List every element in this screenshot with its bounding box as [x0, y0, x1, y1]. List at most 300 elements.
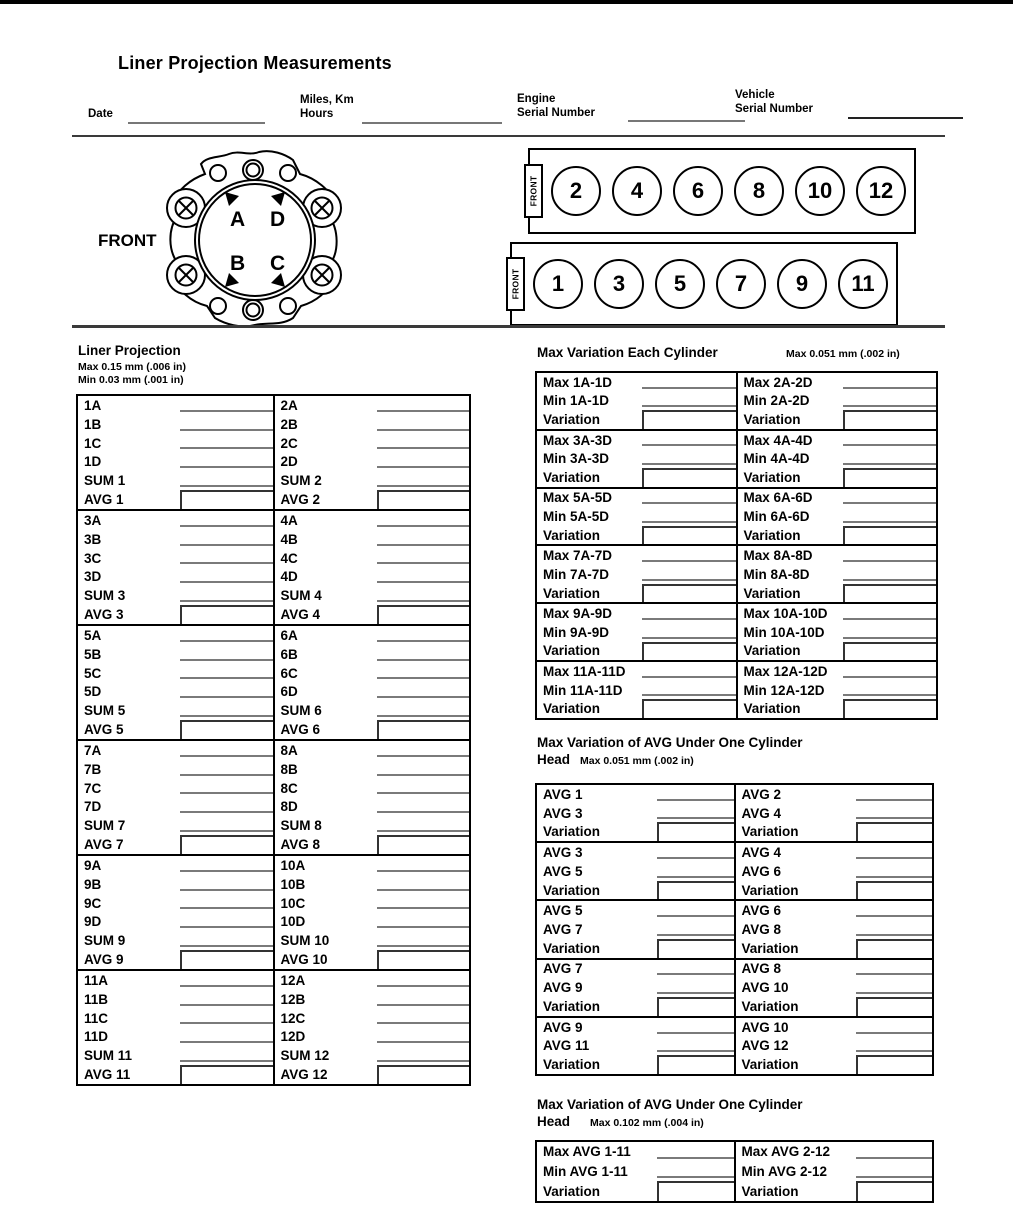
value-box[interactable]	[843, 526, 937, 545]
fill-line[interactable]	[377, 715, 470, 717]
fill-line[interactable]	[642, 579, 736, 581]
row-label: 6D	[280, 684, 298, 700]
fill-line[interactable]	[856, 799, 933, 801]
fill-line[interactable]	[377, 410, 470, 412]
row-label: Min 7A-7D	[543, 566, 610, 582]
fill-line[interactable]	[843, 694, 937, 696]
fill-line[interactable]	[657, 934, 734, 936]
value-box[interactable]	[843, 468, 937, 487]
row-label: AVG 7	[543, 961, 583, 977]
fill-line[interactable]	[377, 581, 470, 583]
value-box[interactable]	[377, 950, 470, 969]
fill-line[interactable]	[377, 429, 470, 431]
row-label: SUM 8	[280, 818, 322, 834]
fill-line[interactable]	[642, 387, 736, 389]
fill-line[interactable]	[843, 618, 937, 620]
row-label: Min 2A-2D	[743, 393, 810, 409]
fill-line[interactable]	[377, 830, 470, 832]
value-box[interactable]	[642, 526, 736, 545]
row-label: 5A	[84, 627, 102, 643]
fill-line[interactable]	[642, 676, 736, 678]
row-label: Variation	[741, 1183, 799, 1199]
row-label: Variation	[543, 527, 601, 543]
value-box[interactable]	[856, 997, 933, 1016]
row-label: Variation	[743, 469, 801, 485]
fill-line[interactable]	[856, 973, 933, 975]
value-box[interactable]	[843, 584, 937, 603]
fill-line[interactable]	[180, 715, 273, 717]
row-label: 1B	[84, 416, 102, 432]
fill-line[interactable]	[642, 618, 736, 620]
avg-variation-block	[537, 841, 932, 899]
row-label: AVG 9	[543, 980, 583, 996]
fill-line[interactable]	[377, 466, 470, 468]
cylinder-number: 6	[673, 166, 723, 216]
fill-line[interactable]	[642, 521, 736, 523]
fill-line[interactable]	[180, 830, 273, 832]
cylinder-bank-bottom	[510, 242, 898, 326]
engine-label-line1: Engine	[517, 93, 556, 105]
fill-line[interactable]	[180, 1022, 273, 1024]
row-label: Max AVG 1-11	[543, 1144, 631, 1160]
fill-line[interactable]	[180, 544, 273, 546]
row-label: SUM 1	[84, 473, 126, 489]
row-label: 3D	[84, 569, 102, 585]
value-box[interactable]	[856, 881, 933, 900]
dowel-hole-icon	[210, 165, 226, 181]
row-label: AVG 9	[84, 952, 124, 968]
value-box[interactable]	[856, 1055, 933, 1074]
value-box[interactable]	[377, 835, 470, 854]
fill-line[interactable]	[377, 811, 470, 813]
fill-line[interactable]	[180, 1060, 273, 1062]
fill-line[interactable]	[657, 973, 734, 975]
row-label: Variation	[741, 940, 799, 956]
row-label: 7B	[84, 761, 102, 777]
row-label: 3C	[84, 550, 102, 566]
fill-line[interactable]	[180, 755, 273, 757]
dowel-hole-icon	[210, 298, 226, 314]
value-box[interactable]	[657, 939, 734, 958]
fill-line[interactable]	[377, 600, 470, 602]
row-label: 3B	[84, 531, 102, 547]
value-box[interactable]	[856, 1181, 933, 1201]
row-label: 9D	[84, 914, 102, 930]
fill-line[interactable]	[377, 1022, 470, 1024]
fill-line[interactable]	[180, 410, 273, 412]
page-title: Liner Projection Measurements	[118, 53, 392, 73]
row-label: Min 11A-11D	[543, 682, 623, 698]
avg-variation-block	[537, 785, 932, 841]
row-label: AVG 12	[280, 1067, 328, 1083]
row-label: Variation	[543, 469, 601, 485]
value-box[interactable]	[843, 410, 937, 429]
row-label: 9A	[84, 857, 102, 873]
row-label: SUM 9	[84, 933, 126, 949]
value-box[interactable]	[642, 699, 736, 718]
row-label: 10A	[280, 857, 306, 873]
row-label: AVG 6	[280, 722, 321, 738]
fill-line[interactable]	[180, 811, 273, 813]
fill-line[interactable]	[843, 579, 937, 581]
value-box[interactable]	[642, 642, 736, 661]
fill-line[interactable]	[843, 560, 937, 562]
position-label-b: B	[230, 252, 246, 275]
fill-line[interactable]	[180, 1041, 273, 1043]
fill-line[interactable]	[180, 696, 273, 698]
fill-line[interactable]	[642, 560, 736, 562]
fill-line[interactable]	[642, 694, 736, 696]
row-label: Min 5A-5D	[543, 509, 610, 525]
value-box[interactable]	[377, 490, 470, 509]
fill-line[interactable]	[180, 562, 273, 564]
front-tag: FRONT	[524, 164, 543, 218]
value-box[interactable]	[180, 835, 273, 854]
position-label-c: C	[270, 252, 286, 275]
liner-cylinder-block	[78, 739, 469, 854]
row-label: 4C	[280, 550, 298, 566]
row-label: 4B	[280, 531, 298, 547]
row-label: 11A	[84, 972, 109, 988]
row-label: 1C	[84, 435, 102, 451]
dowel-hole-icon	[280, 165, 296, 181]
head-variation-title-line2: Head	[537, 1114, 571, 1129]
value-box[interactable]	[180, 490, 273, 509]
row-label: Variation	[543, 1183, 601, 1199]
fill-line[interactable]	[856, 1157, 933, 1159]
fill-line[interactable]	[843, 387, 937, 389]
cyl-variation-block	[537, 487, 936, 545]
row-label: Max 7A-7D	[543, 548, 613, 564]
fill-line[interactable]	[180, 945, 273, 947]
vehicle-label-line1: Vehicle	[735, 89, 775, 101]
row-label: SUM 4	[280, 588, 322, 604]
value-box[interactable]	[657, 1181, 734, 1201]
row-label: Variation	[741, 1057, 799, 1073]
row-label: 10C	[280, 895, 306, 911]
fill-line[interactable]	[377, 544, 470, 546]
row-label: AVG 1	[543, 786, 583, 802]
value-box[interactable]	[843, 642, 937, 661]
row-label: 4A	[280, 512, 298, 528]
cylinder-number: 9	[777, 259, 827, 309]
fill-line[interactable]	[377, 774, 470, 776]
cyl-variation-block	[537, 373, 936, 429]
cylinder-number: 10	[795, 166, 845, 216]
fill-line[interactable]	[377, 792, 470, 794]
cylinder-number: 4	[612, 166, 662, 216]
fill-line[interactable]	[843, 463, 937, 465]
row-label: Max AVG 2-12	[741, 1144, 831, 1160]
fill-line[interactable]	[843, 637, 937, 639]
value-box[interactable]	[377, 720, 470, 739]
front-label: FRONT	[98, 231, 157, 250]
row-label: Max 12A-12D	[743, 663, 828, 679]
row-label: 2D	[280, 454, 298, 470]
value-box[interactable]	[856, 939, 933, 958]
vehicle-serial-field[interactable]	[848, 117, 963, 119]
row-label: AVG 3	[543, 805, 583, 821]
fill-line[interactable]	[377, 870, 470, 872]
fill-line[interactable]	[180, 907, 273, 909]
liner-cylinder-block	[78, 969, 469, 1084]
liner-table-title: Liner Projection	[78, 343, 181, 358]
fill-line[interactable]	[377, 696, 470, 698]
fill-line[interactable]	[657, 992, 734, 994]
avg-variation-title-line1: Max Variation of AVG Under One Cylinder	[537, 735, 803, 750]
fill-line[interactable]	[856, 1032, 933, 1034]
row-label: Max 1A-1D	[543, 374, 613, 390]
row-label: 10D	[280, 914, 306, 930]
header-divider	[72, 135, 945, 137]
cylinder-number: 3	[594, 259, 644, 309]
fill-line[interactable]	[843, 676, 937, 678]
row-label: Variation	[543, 1057, 601, 1073]
row-label: 11C	[84, 1010, 109, 1026]
row-label: AVG 7	[543, 922, 583, 937]
row-label: Min 9A-9D	[543, 624, 610, 640]
head-variation-title-line1: Max Variation of AVG Under One Cylinder	[537, 1097, 803, 1112]
cylinder-number: 1	[533, 259, 583, 309]
liner-max-spec: Max 0.15 mm (.006 in)	[78, 361, 186, 373]
value-box[interactable]	[377, 1065, 470, 1084]
fill-line[interactable]	[180, 600, 273, 602]
row-label: 4D	[280, 569, 298, 585]
row-label: SUM 6	[280, 703, 322, 719]
row-label: 8B	[280, 761, 298, 777]
fill-line[interactable]	[642, 405, 736, 407]
position-label-a: A	[230, 208, 246, 231]
fill-line[interactable]	[843, 521, 937, 523]
row-label: Max 6A-6D	[743, 490, 813, 506]
fill-line[interactable]	[377, 755, 470, 757]
miles-hours-field[interactable]	[362, 122, 502, 124]
miles-label: Miles, Km	[300, 94, 354, 106]
fill-line[interactable]	[180, 774, 273, 776]
fill-line[interactable]	[377, 889, 470, 891]
row-label: Variation	[543, 882, 601, 898]
fill-line[interactable]	[657, 799, 734, 801]
row-label: Variation	[743, 527, 801, 543]
row-label: Variation	[543, 412, 601, 428]
position-label-d: D	[270, 208, 286, 231]
row-label: 11D	[84, 1029, 109, 1045]
fill-line[interactable]	[657, 1176, 734, 1178]
value-box[interactable]	[657, 881, 734, 900]
fill-line[interactable]	[856, 876, 933, 878]
row-label: SUM 7	[84, 818, 126, 834]
row-label: 1D	[84, 454, 102, 470]
fill-line[interactable]	[180, 792, 273, 794]
fill-line[interactable]	[377, 525, 470, 527]
liner-bore	[195, 180, 315, 300]
fill-line[interactable]	[856, 915, 933, 917]
row-label: 12B	[280, 991, 306, 1007]
row-label: Min 4A-4D	[743, 451, 810, 467]
row-label: AVG 8	[280, 837, 321, 853]
fill-line[interactable]	[180, 985, 273, 987]
row-label: Variation	[543, 585, 601, 601]
liner-min-spec: Min 0.03 mm (.001 in)	[78, 374, 184, 386]
fill-line[interactable]	[377, 907, 470, 909]
cylinder-number: 8	[734, 166, 784, 216]
fill-line[interactable]	[377, 945, 470, 947]
cylinder-number: 2	[551, 166, 601, 216]
fill-line[interactable]	[856, 1050, 933, 1052]
value-box[interactable]	[180, 605, 273, 624]
row-label: 5C	[84, 665, 102, 681]
fill-line[interactable]	[377, 447, 470, 449]
row-label: 11B	[84, 991, 109, 1007]
row-label: AVG 3	[543, 845, 583, 861]
front-tag: FRONT	[506, 257, 525, 311]
row-label: Variation	[741, 824, 799, 840]
fill-line[interactable]	[843, 502, 937, 504]
fill-line[interactable]	[377, 1004, 470, 1006]
fill-line[interactable]	[856, 1176, 933, 1178]
fill-line[interactable]	[657, 857, 734, 859]
value-box[interactable]	[180, 950, 273, 969]
row-label: Max 5A-5D	[543, 490, 613, 506]
fill-line[interactable]	[180, 926, 273, 928]
liner-cylinder-block	[78, 396, 469, 509]
head-variation-block	[537, 1142, 932, 1201]
row-label: SUM 2	[280, 473, 322, 489]
row-label: Min AVG 2-12	[741, 1164, 828, 1179]
fill-line[interactable]	[856, 992, 933, 994]
avg-variation-block	[537, 958, 932, 1016]
fill-line[interactable]	[642, 444, 736, 446]
row-label: AVG 11	[543, 1038, 590, 1054]
fill-line[interactable]	[377, 640, 470, 642]
row-label: Variation	[743, 701, 801, 717]
avg-variation-table	[535, 783, 934, 1076]
row-label: Min 12A-12D	[743, 682, 825, 698]
value-box[interactable]	[657, 1055, 734, 1074]
row-label: 2C	[280, 435, 298, 451]
fill-line[interactable]	[657, 1050, 734, 1052]
fill-line[interactable]	[377, 677, 470, 679]
row-label: 1A	[84, 397, 102, 413]
value-box[interactable]	[180, 720, 273, 739]
row-label: Max 2A-2D	[743, 374, 813, 390]
row-label: AVG 5	[543, 863, 583, 879]
fill-line[interactable]	[180, 870, 273, 872]
row-label: Min 3A-3D	[543, 451, 610, 467]
fill-line[interactable]	[642, 463, 736, 465]
row-label: Variation	[741, 998, 799, 1014]
fill-line[interactable]	[180, 1004, 273, 1006]
cyl-variation-block	[537, 544, 936, 602]
fill-line[interactable]	[180, 525, 273, 527]
value-box[interactable]	[642, 468, 736, 487]
row-label: 7A	[84, 742, 102, 758]
row-label: 5D	[84, 684, 102, 700]
row-label: Min 1A-1D	[543, 393, 610, 409]
value-box[interactable]	[377, 605, 470, 624]
fill-line[interactable]	[377, 485, 470, 487]
avg-variation-spec: Max 0.051 mm (.002 in)	[580, 755, 694, 767]
row-label: SUM 11	[84, 1048, 133, 1064]
fill-line[interactable]	[856, 857, 933, 859]
value-box[interactable]	[657, 822, 734, 841]
cylinder-number: 5	[655, 259, 705, 309]
row-label: 6C	[280, 665, 298, 681]
fill-line[interactable]	[843, 444, 937, 446]
row-label: Max 8A-8D	[743, 548, 813, 564]
avg-variation-title-line2: Head	[537, 752, 571, 767]
fill-line[interactable]	[180, 581, 273, 583]
fill-line[interactable]	[843, 405, 937, 407]
fill-line[interactable]	[657, 1157, 734, 1159]
fill-line[interactable]	[377, 985, 470, 987]
value-box[interactable]	[642, 584, 736, 603]
fill-line[interactable]	[642, 502, 736, 504]
fill-line[interactable]	[657, 876, 734, 878]
row-label: SUM 5	[84, 703, 126, 719]
cyl-variation-table	[535, 371, 938, 720]
fill-line[interactable]	[657, 1032, 734, 1034]
fill-line[interactable]	[180, 485, 273, 487]
row-label: AVG 10	[741, 1019, 789, 1035]
value-box[interactable]	[642, 410, 736, 429]
row-label: 2B	[280, 416, 298, 432]
row-label: AVG 8	[741, 922, 782, 937]
fill-line[interactable]	[657, 817, 734, 819]
fill-line[interactable]	[180, 659, 273, 661]
fill-line[interactable]	[856, 817, 933, 819]
fill-line[interactable]	[642, 637, 736, 639]
row-label: 5B	[84, 646, 102, 662]
fill-line[interactable]	[180, 466, 273, 468]
fill-line[interactable]	[377, 1060, 470, 1062]
cylinder-number: 12	[856, 166, 906, 216]
engine-serial-field[interactable]	[628, 120, 745, 122]
row-label: 3A	[84, 512, 102, 528]
row-label: AVG 6	[741, 903, 782, 919]
avg-variation-block	[537, 1016, 932, 1074]
row-label: AVG 9	[543, 1019, 583, 1035]
value-box[interactable]	[856, 822, 933, 841]
fill-line[interactable]	[180, 677, 273, 679]
row-label: Variation	[543, 940, 601, 956]
fill-line[interactable]	[377, 659, 470, 661]
fill-line[interactable]	[657, 915, 734, 917]
section-divider	[72, 325, 945, 328]
value-box[interactable]	[180, 1065, 273, 1084]
fill-line[interactable]	[856, 934, 933, 936]
row-label: AVG 5	[84, 722, 124, 738]
cyl-variation-block	[537, 602, 936, 660]
row-label: AVG 3	[84, 607, 124, 623]
row-label: AVG 2	[280, 492, 321, 508]
row-label: 6A	[280, 627, 298, 643]
row-label: 12D	[280, 1029, 306, 1045]
fill-line[interactable]	[377, 562, 470, 564]
fill-line[interactable]	[377, 926, 470, 928]
date-field[interactable]	[128, 122, 265, 124]
fill-line[interactable]	[180, 889, 273, 891]
fill-line[interactable]	[180, 447, 273, 449]
value-box[interactable]	[657, 997, 734, 1016]
fill-line[interactable]	[180, 640, 273, 642]
row-label: Min 6A-6D	[743, 509, 810, 525]
value-box[interactable]	[843, 699, 937, 718]
row-label: 9C	[84, 895, 102, 911]
fill-line[interactable]	[377, 1041, 470, 1043]
row-label: 8C	[280, 780, 298, 796]
fill-line[interactable]	[180, 429, 273, 431]
